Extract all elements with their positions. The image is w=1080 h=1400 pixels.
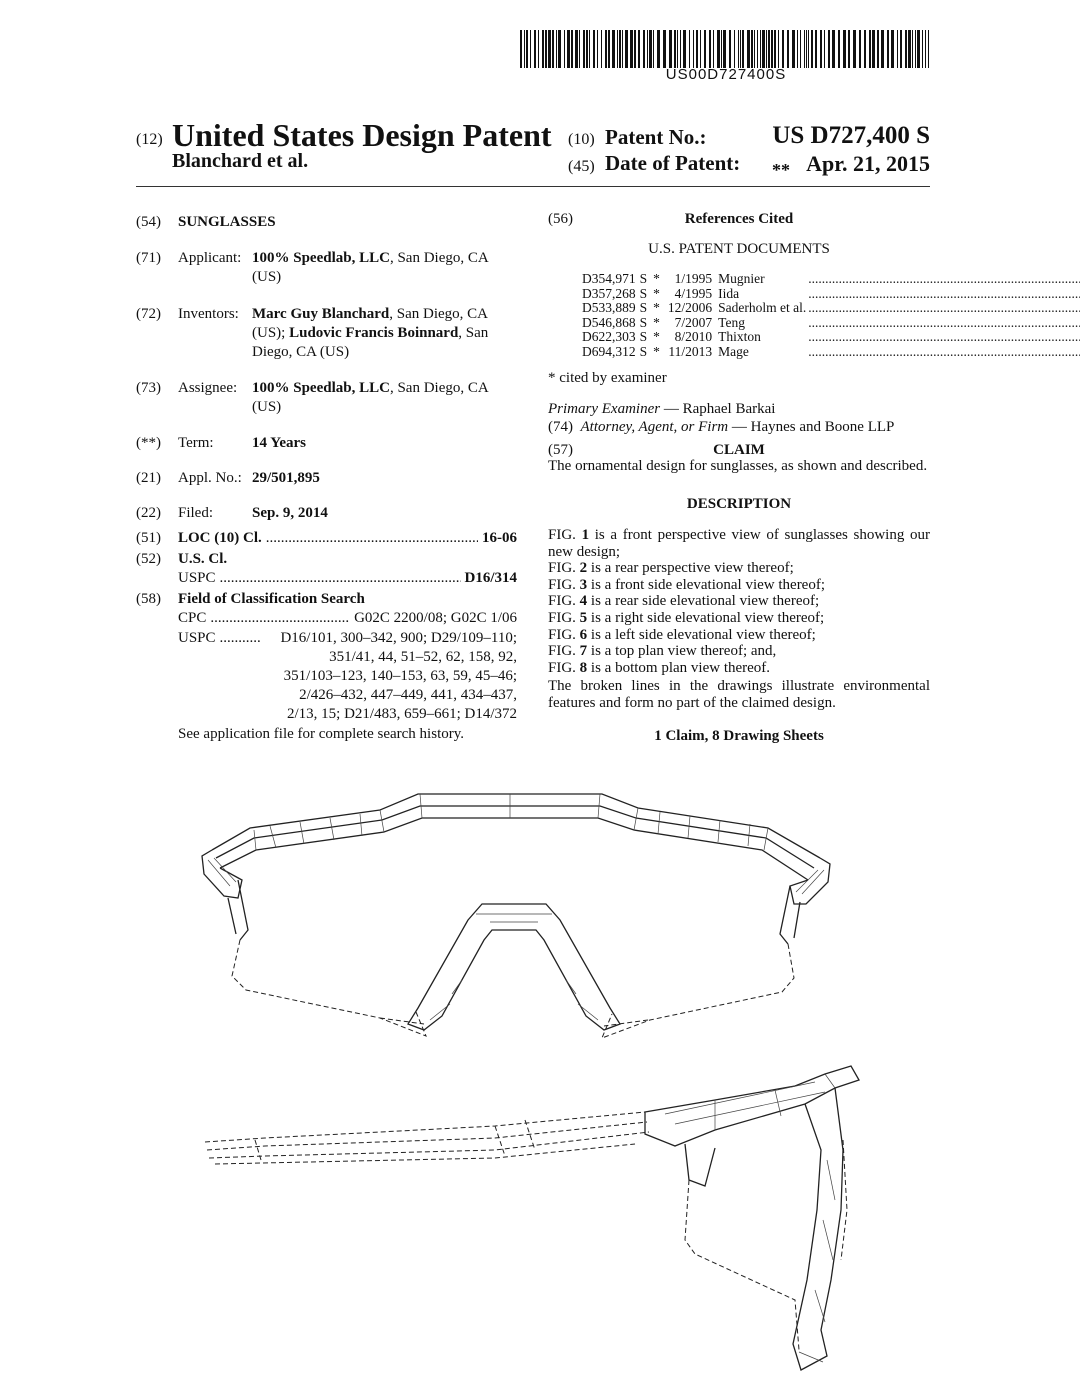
barcode-bar xyxy=(693,30,694,68)
primary-examiner xyxy=(548,400,775,419)
ref-name: Thixton xyxy=(718,329,761,344)
inventor-short: Blanchard et al. xyxy=(172,150,309,172)
ref-star: * xyxy=(653,329,660,344)
assignee-location: , San Diego, CA xyxy=(389,380,489,396)
uspc-value: D16/314 xyxy=(464,570,517,586)
barcode-bar xyxy=(677,30,678,68)
barcode-bar xyxy=(742,30,744,68)
fig-text: is a rear perspective view thereof; xyxy=(587,560,794,577)
barcode-bar xyxy=(887,30,889,68)
refs-code: (56) xyxy=(548,211,573,227)
term-code: (**) xyxy=(136,435,161,451)
barcode-bar xyxy=(869,30,871,68)
fig-text: is a top plan view thereof; and, xyxy=(587,643,777,660)
assignee-name: 100% Speedlab, LLC xyxy=(252,380,390,396)
loc-code: (51) xyxy=(136,530,161,546)
title-code: (54) xyxy=(136,214,161,230)
inventor-1-location: , San Diego, CA xyxy=(389,306,488,322)
uspc-label: USPC xyxy=(178,570,216,586)
us-patent-documents: U.S. PATENT DOCUMENTS xyxy=(648,241,830,257)
barcode-bar xyxy=(622,30,623,68)
uspc-line xyxy=(178,569,517,588)
barcode-bar xyxy=(689,30,690,68)
ref-number: D694,312 xyxy=(582,343,636,359)
barcode-bar xyxy=(674,30,676,68)
barcode-bar xyxy=(853,30,856,68)
barcode-bar xyxy=(704,30,706,68)
barcode-bar xyxy=(792,30,795,68)
applicant-label: Applicant: xyxy=(178,250,242,266)
assignee-code: (73) xyxy=(136,380,161,396)
barcode-bar xyxy=(804,30,805,68)
ref-kind: S xyxy=(639,285,648,301)
fig-text: is a rear side elevational view thereof; xyxy=(587,593,820,610)
figure-description xyxy=(548,660,930,677)
barcode-bar xyxy=(787,30,789,68)
barcode-bar xyxy=(915,30,916,68)
barcode-bar xyxy=(757,30,758,68)
assignee-country: (US) xyxy=(252,399,282,415)
figure-description xyxy=(548,527,930,560)
filed-value: Sep. 9, 2014 xyxy=(252,505,328,521)
barcode-bar xyxy=(625,30,628,68)
uspc2-line xyxy=(178,629,517,648)
ref-star: * xyxy=(653,300,660,315)
applicant-country: (US) xyxy=(252,269,282,285)
barcode-bar xyxy=(908,30,911,68)
loc-label: LOC (10) Cl. xyxy=(178,530,262,546)
term-extension-mark: ** xyxy=(772,160,790,180)
barcode-bar xyxy=(680,30,681,68)
attorney-name: — Haynes and Boone LLP xyxy=(728,419,895,435)
barcode-bar xyxy=(800,30,801,68)
applicant-name: 100% Speedlab, LLC xyxy=(252,250,390,266)
fig-number: 2 xyxy=(579,560,588,577)
barcode-bar xyxy=(808,30,809,68)
figure-description xyxy=(548,577,930,594)
barcode-bar xyxy=(891,30,894,68)
figure-description xyxy=(548,560,930,577)
barcode-bar xyxy=(643,30,645,68)
barcode-bar xyxy=(696,30,698,68)
ref-date: 1/1995 xyxy=(674,271,713,286)
ref-kind: S xyxy=(639,343,648,359)
references-table xyxy=(582,272,1080,359)
broken-lines-note: The broken lines in the drawings illustrate environmental features and form no part of the claimed design. xyxy=(548,678,930,711)
inventor-2-name: Ludovic Francis Boinnard xyxy=(289,325,459,341)
term-label: Term: xyxy=(178,435,214,451)
fig-text: is a front perspective view of sunglasses showing our new design; xyxy=(548,527,931,560)
ref-date: 12/2006 xyxy=(667,300,713,315)
claims-and-sheets: 1 Claim, 8 Drawing Sheets xyxy=(654,728,824,744)
ref-date: 8/2010 xyxy=(674,329,713,344)
barcode-bar xyxy=(538,30,539,68)
uscl-code: (52) xyxy=(136,551,161,567)
attorney xyxy=(548,418,894,437)
barcode-bar xyxy=(877,30,879,68)
reference-row xyxy=(582,301,1080,316)
barcode-bar xyxy=(605,30,607,68)
barcode-bar xyxy=(766,30,767,68)
see-application-note: See application file for complete search history. xyxy=(178,726,465,742)
barcode-bar xyxy=(630,30,633,68)
ref-star: * xyxy=(653,314,660,330)
inventor-line-3: Diego, CA (US) xyxy=(252,344,350,360)
barcode-bar xyxy=(912,30,913,68)
fig-prefix: FIG. xyxy=(548,576,580,593)
barcode-bar xyxy=(634,30,636,68)
ref-number: D622,303 xyxy=(582,329,636,344)
fig-number: 8 xyxy=(579,659,588,676)
barcode-bar xyxy=(583,30,585,68)
fig-prefix: FIG. xyxy=(548,560,580,577)
dot-leader xyxy=(808,345,1080,360)
ref-date: 7/2007 xyxy=(674,314,713,330)
barcode-bar xyxy=(579,30,580,68)
barcode-bar xyxy=(564,30,565,68)
barcode-bar xyxy=(567,30,570,68)
ref-name: Mage xyxy=(718,343,749,359)
barcode-bar xyxy=(534,30,536,68)
barcode-bar xyxy=(669,30,672,68)
fig-text: is a front side elevational view thereof; xyxy=(587,576,826,593)
inventor-1-name: Marc Guy Blanchard xyxy=(252,306,390,322)
fig-prefix: FIG. xyxy=(548,593,580,610)
ref-number: D533,889 xyxy=(582,300,636,315)
barcode-bar xyxy=(897,30,898,68)
patent-date: Apr. 21, 2015 xyxy=(806,151,930,176)
ref-date: 11/2013 xyxy=(668,343,713,359)
uspc2-label: USPC xyxy=(178,630,216,646)
fig-number: 6 xyxy=(579,626,588,643)
front-perspective-drawing xyxy=(190,780,850,1050)
barcode-bar xyxy=(771,30,773,68)
inventor-2-location: , San xyxy=(458,325,489,341)
barcode-bar xyxy=(754,30,755,68)
barcode-bar xyxy=(820,30,822,68)
assignee-value xyxy=(252,379,512,398)
barcode-bar xyxy=(828,30,830,68)
barcode-bar xyxy=(723,30,726,68)
side-elevation-drawing xyxy=(195,1060,875,1400)
barcode-bar xyxy=(768,30,770,68)
field-code: (58) xyxy=(136,591,161,607)
inventor-line-1 xyxy=(252,305,512,324)
barcode-bar xyxy=(734,30,735,68)
fig-prefix: FIG. xyxy=(548,609,580,626)
fig-prefix: FIG. xyxy=(548,527,582,543)
barcode-bar xyxy=(838,30,840,68)
barcode-bar xyxy=(558,30,561,68)
claim-code: (57) xyxy=(548,442,573,458)
barcode-bar xyxy=(864,30,866,68)
barcode-number: US00D727400S xyxy=(665,66,787,83)
barcode-bar xyxy=(848,30,850,68)
cpc-value: G02C 2200/08; G02C 1/06 xyxy=(354,610,517,626)
ref-number: D546,868 xyxy=(582,314,636,330)
uspc2-line-5: 2/13, 15; D21/483, 659–661; D14/372 xyxy=(286,706,517,722)
dot-leader xyxy=(808,287,1080,302)
barcode-bar xyxy=(782,30,784,68)
barcode-bar xyxy=(778,30,779,68)
patent-number: US D727,400 S xyxy=(772,122,930,149)
header-rule xyxy=(136,186,930,187)
figure-description xyxy=(548,643,930,660)
barcode-bar xyxy=(881,30,884,68)
inventor-line-2 xyxy=(252,324,512,343)
barcode-bar xyxy=(571,30,573,68)
ref-name: Iida xyxy=(718,285,740,301)
reference-row xyxy=(582,316,1080,331)
barcode-bar xyxy=(647,30,648,68)
barcode-bar xyxy=(586,30,588,68)
fig-number: 4 xyxy=(579,593,588,610)
applicant-location: , San Diego, CA xyxy=(389,250,489,266)
barcode-bar xyxy=(638,30,640,68)
ref-star: * xyxy=(653,343,660,359)
barcode-bar xyxy=(928,30,929,68)
barcode-bar xyxy=(597,30,598,68)
ref-kind: S xyxy=(639,329,648,344)
ref-name: Saderholm et al. xyxy=(718,300,807,315)
ref-kind: S xyxy=(639,300,648,315)
claim-title: CLAIM xyxy=(713,442,765,458)
barcode-bar xyxy=(663,30,666,68)
barcode-bar xyxy=(747,30,750,68)
barcode-bar xyxy=(815,30,817,68)
barcode-bar xyxy=(542,30,544,68)
barcode-bar xyxy=(545,30,547,68)
applicant-code: (71) xyxy=(136,250,161,266)
patent-no-code: (10) xyxy=(568,131,595,148)
barcode-bar xyxy=(832,30,835,68)
fig-number: 5 xyxy=(579,609,588,626)
barcode-bar xyxy=(729,30,731,68)
patent-no-label: Patent No.: xyxy=(605,125,707,149)
ref-star: * xyxy=(653,271,660,286)
barcode-bar xyxy=(608,30,610,68)
barcode-bar xyxy=(738,30,739,68)
barcode-bar xyxy=(760,30,761,68)
barcode-bar xyxy=(552,30,554,68)
barcode-bar xyxy=(797,30,798,68)
appl-label: Appl. No.: xyxy=(178,470,242,486)
fig-number: 3 xyxy=(579,576,588,593)
uspc2-line-4: 2/426–432, 447–449, 441, 434–437, xyxy=(299,687,517,703)
ref-kind: S xyxy=(639,314,648,330)
filed-code: (22) xyxy=(136,505,161,521)
barcode-bar xyxy=(649,30,652,68)
ref-number: D357,268 xyxy=(582,285,636,301)
barcode-bar xyxy=(593,30,595,68)
ref-name: Mugnier xyxy=(718,271,765,286)
appl-value: 29/501,895 xyxy=(252,470,320,486)
loc-value: 16-06 xyxy=(482,530,517,546)
date-code: (45) xyxy=(568,158,595,175)
barcode-bar xyxy=(530,30,531,68)
barcode-bar xyxy=(811,30,813,68)
figure-description xyxy=(548,593,930,610)
assignee-label: Assignee: xyxy=(178,380,238,396)
inventor-2-prefix: (US); xyxy=(252,325,290,341)
barcode-bar xyxy=(526,30,528,68)
barcode-bar xyxy=(917,30,920,68)
loc-line xyxy=(178,529,517,548)
barcode-bar xyxy=(713,30,714,68)
fig-number: 7 xyxy=(579,643,588,660)
barcode-bar xyxy=(548,30,551,68)
document-type: United States Design Patent xyxy=(172,117,552,153)
barcode-bar xyxy=(700,30,701,68)
barcode-bar xyxy=(740,30,741,68)
doc-type-code: (12) xyxy=(136,131,163,148)
barcode-bar xyxy=(653,30,654,68)
description-title: DESCRIPTION xyxy=(686,496,792,512)
reference-row xyxy=(582,345,1080,360)
filed-label: Filed: xyxy=(178,505,214,521)
ref-date: 4/1995 xyxy=(674,285,713,301)
barcode-bar xyxy=(872,30,875,68)
figure-description xyxy=(548,610,930,627)
inventors-label: Inventors: xyxy=(178,306,239,322)
ref-name: Teng xyxy=(718,314,745,330)
barcode-bar xyxy=(900,30,902,68)
barcode-bar xyxy=(524,30,525,68)
applicant-value xyxy=(252,249,512,268)
cited-by-examiner: * cited by examiner xyxy=(548,370,667,386)
uspc2-line-2: 351/41, 44, 51–52, 62, 158, 92, xyxy=(329,649,517,665)
dot-leader xyxy=(808,301,1080,316)
appl-code: (21) xyxy=(136,470,161,486)
barcode-bar xyxy=(806,30,807,68)
dot-leader xyxy=(808,316,1080,331)
ref-star: * xyxy=(653,285,660,301)
barcode-bar xyxy=(843,30,846,68)
title: SUNGLASSES xyxy=(178,214,276,230)
barcode-bar xyxy=(859,30,861,68)
barcode-bar xyxy=(925,30,926,68)
fig-prefix: FIG. xyxy=(548,659,580,676)
barcode-bar xyxy=(922,30,923,68)
ref-kind: S xyxy=(639,271,648,286)
barcode-bar xyxy=(601,30,602,68)
uscl-label: U.S. Cl. xyxy=(178,551,228,567)
attorney-label: Attorney, Agent, or Firm xyxy=(580,419,729,435)
dot-leader xyxy=(808,272,1080,287)
reference-row xyxy=(582,330,1080,345)
barcode-bar xyxy=(619,30,621,68)
barcode-bar xyxy=(612,30,615,68)
barcode-bar xyxy=(721,30,722,68)
barcode-bar xyxy=(556,30,557,68)
barcode-bar xyxy=(751,30,753,68)
ref-number: D354,971 xyxy=(582,271,636,286)
barcode-bar xyxy=(589,30,590,68)
fig-prefix: FIG. xyxy=(548,626,580,643)
barcode-bar xyxy=(774,30,776,68)
cpc-label: CPC xyxy=(178,610,207,626)
term-value: 14 Years xyxy=(252,435,307,451)
refs-title: References Cited xyxy=(684,211,794,227)
cpc-line xyxy=(178,609,517,628)
uspc2-line-1: D16/101, 300–342, 900; D29/109–110; xyxy=(280,630,517,646)
fig-text: is a right side elevational view thereof; xyxy=(587,609,825,626)
claim-text: The ornamental design for sunglasses, as shown and described. xyxy=(548,458,928,474)
uspc2-line-3: 351/103–123, 140–153, 63, 59, 45–46; xyxy=(283,668,517,684)
fig-prefix: FIG. xyxy=(548,643,580,660)
barcode xyxy=(520,30,932,68)
barcode-bar xyxy=(762,30,765,68)
reference-row xyxy=(582,272,1080,287)
field-label: Field of Classification Search xyxy=(178,591,365,607)
inventors-code: (72) xyxy=(136,306,161,322)
examiner-name: — Raphael Barkai xyxy=(660,401,776,417)
barcode-bar xyxy=(520,30,522,68)
barcode-bar xyxy=(717,30,720,68)
barcode-bar xyxy=(683,30,686,68)
fig-text: is a left side elevational view thereof; xyxy=(587,626,816,643)
reference-row xyxy=(582,287,1080,302)
barcode-bar xyxy=(709,30,711,68)
dot-leader xyxy=(808,330,1080,345)
barcode-bar xyxy=(617,30,618,68)
figure-description xyxy=(548,627,930,644)
barcode-bar xyxy=(575,30,578,68)
figure-list xyxy=(548,527,930,676)
barcode-bar xyxy=(905,30,907,68)
barcode-bar xyxy=(824,30,825,68)
attorney-code: (74) xyxy=(548,419,573,435)
barcode-bar xyxy=(657,30,660,68)
examiner-label: Primary Examiner xyxy=(548,401,661,417)
fig-number: 1 xyxy=(581,527,590,543)
date-label: Date of Patent: xyxy=(605,151,741,175)
fig-text: is a bottom plan view thereof. xyxy=(587,659,771,676)
